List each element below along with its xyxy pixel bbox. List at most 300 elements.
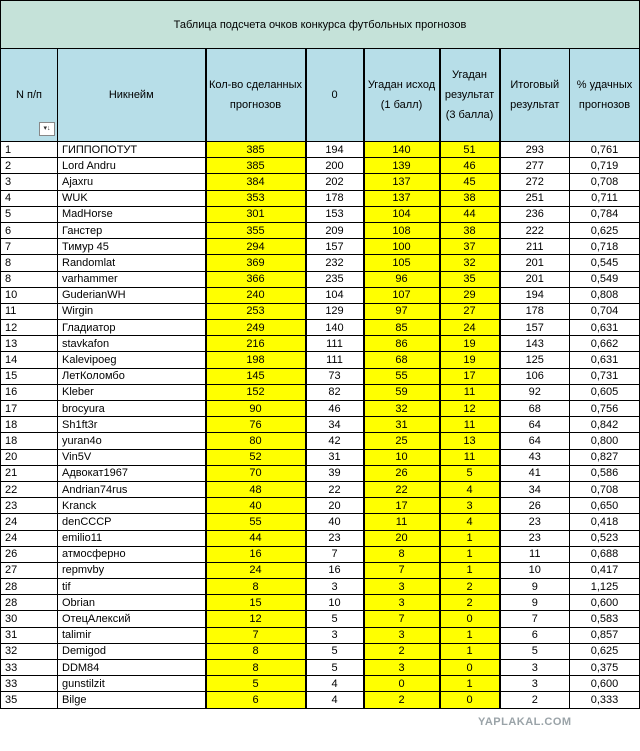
cell-result: 29 [440, 287, 500, 303]
cell-total: 125 [500, 352, 570, 368]
cell-outcome: 139 [364, 158, 440, 174]
cell-percent: 0,842 [570, 417, 640, 433]
cell-result: 44 [440, 206, 500, 222]
cell-zero: 140 [306, 320, 364, 336]
cell-nickname: ЛетКоломбо [58, 368, 206, 384]
cell-nickname: denCCCP [58, 514, 206, 530]
cell-predictions: 8 [206, 643, 306, 659]
cell-num: 3 [1, 174, 58, 190]
cell-result: 0 [440, 692, 500, 708]
cell-result: 38 [440, 190, 500, 206]
table-row [1, 562, 640, 578]
cell-num: 28 [1, 579, 58, 595]
cell-nickname: MadHorse [58, 206, 206, 222]
cell-total: 5 [500, 643, 570, 659]
table-row [1, 206, 640, 222]
cell-result: 1 [440, 546, 500, 562]
cell-nickname: Bilge [58, 692, 206, 708]
table-row [1, 611, 640, 627]
cell-percent: 0,600 [570, 595, 640, 611]
cell-percent: 0,549 [570, 271, 640, 287]
cell-predictions: 366 [206, 271, 306, 287]
cell-zero: 7 [306, 546, 364, 562]
cell-num: 5 [1, 206, 58, 222]
cell-num: 14 [1, 352, 58, 368]
cell-outcome: 137 [364, 190, 440, 206]
cell-percent: 0,756 [570, 401, 640, 417]
cell-outcome: 31 [364, 417, 440, 433]
cell-predictions: 6 [206, 692, 306, 708]
cell-total: 43 [500, 449, 570, 465]
cell-total: 34 [500, 481, 570, 497]
cell-outcome: 85 [364, 320, 440, 336]
cell-num: 10 [1, 287, 58, 303]
cell-predictions: 52 [206, 449, 306, 465]
header-percent: % удачных прогнозов [570, 49, 640, 142]
cell-num: 20 [1, 449, 58, 465]
table-row [1, 676, 640, 692]
cell-percent: 0,708 [570, 174, 640, 190]
cell-num: 26 [1, 546, 58, 562]
cell-percent: 0,761 [570, 142, 640, 158]
table-row [1, 465, 640, 481]
cell-result: 1 [440, 627, 500, 643]
cell-percent: 0,605 [570, 384, 640, 400]
cell-total: 272 [500, 174, 570, 190]
table-row [1, 498, 640, 514]
cell-predictions: 384 [206, 174, 306, 190]
cell-total: 143 [500, 336, 570, 352]
cell-zero: 5 [306, 611, 364, 627]
table-row [1, 579, 640, 595]
cell-predictions: 16 [206, 546, 306, 562]
cell-total: 26 [500, 498, 570, 514]
cell-outcome: 137 [364, 174, 440, 190]
cell-num: 33 [1, 660, 58, 676]
cell-result: 4 [440, 514, 500, 530]
table-row [1, 546, 640, 562]
cell-outcome: 20 [364, 530, 440, 546]
table-row [1, 627, 640, 643]
cell-result: 4 [440, 481, 500, 497]
header-row [1, 49, 640, 142]
cell-zero: 39 [306, 465, 364, 481]
cell-num: 1 [1, 142, 58, 158]
cell-outcome: 2 [364, 692, 440, 708]
cell-nickname: Ajaxru [58, 174, 206, 190]
cell-num: 2 [1, 158, 58, 174]
cell-nickname: talimir [58, 627, 206, 643]
cell-total: 157 [500, 320, 570, 336]
cell-nickname: ГИППОПОТУТ [58, 142, 206, 158]
cell-zero: 4 [306, 692, 364, 708]
cell-zero: 10 [306, 595, 364, 611]
cell-num: 6 [1, 222, 58, 238]
cell-result: 13 [440, 433, 500, 449]
cell-nickname: DDM84 [58, 660, 206, 676]
cell-predictions: 80 [206, 433, 306, 449]
cell-outcome: 32 [364, 401, 440, 417]
cell-predictions: 24 [206, 562, 306, 578]
cell-num: 7 [1, 239, 58, 255]
cell-predictions: 249 [206, 320, 306, 336]
cell-num: 21 [1, 465, 58, 481]
header-total: Итоговый результат [500, 49, 570, 142]
header-outcome: Угадан исход (1 балл) [364, 49, 440, 142]
cell-total: 178 [500, 303, 570, 319]
cell-nickname: Sh1ft3r [58, 417, 206, 433]
cell-num: 15 [1, 368, 58, 384]
cell-nickname: Ганстер [58, 222, 206, 238]
cell-result: 51 [440, 142, 500, 158]
cell-outcome: 3 [364, 595, 440, 611]
cell-nickname: Адвокат1967 [58, 465, 206, 481]
cell-total: 236 [500, 206, 570, 222]
cell-zero: 202 [306, 174, 364, 190]
cell-predictions: 301 [206, 206, 306, 222]
cell-outcome: 68 [364, 352, 440, 368]
cell-outcome: 3 [364, 627, 440, 643]
cell-nickname: stavkafon [58, 336, 206, 352]
cell-nickname: Kalevipoeg [58, 352, 206, 368]
cell-num: 30 [1, 611, 58, 627]
cell-percent: 0,631 [570, 352, 640, 368]
cell-percent: 0,586 [570, 465, 640, 481]
table-row [1, 514, 640, 530]
cell-outcome: 105 [364, 255, 440, 271]
cell-outcome: 26 [364, 465, 440, 481]
table-row [1, 190, 640, 206]
cell-result: 5 [440, 465, 500, 481]
cell-predictions: 253 [206, 303, 306, 319]
cell-result: 12 [440, 401, 500, 417]
cell-total: 64 [500, 417, 570, 433]
cell-predictions: 7 [206, 627, 306, 643]
cell-num: 22 [1, 481, 58, 497]
cell-result: 2 [440, 579, 500, 595]
cell-nickname: tif [58, 579, 206, 595]
cell-predictions: 198 [206, 352, 306, 368]
cell-zero: 235 [306, 271, 364, 287]
cell-nickname: ОтецАлексий [58, 611, 206, 627]
cell-outcome: 55 [364, 368, 440, 384]
cell-zero: 194 [306, 142, 364, 158]
table-row [1, 449, 640, 465]
cell-percent: 0,418 [570, 514, 640, 530]
cell-result: 19 [440, 352, 500, 368]
cell-result: 11 [440, 449, 500, 465]
cell-total: 106 [500, 368, 570, 384]
cell-num: 24 [1, 514, 58, 530]
table-row [1, 336, 640, 352]
cell-predictions: 44 [206, 530, 306, 546]
cell-nickname: Kranck [58, 498, 206, 514]
cell-outcome: 22 [364, 481, 440, 497]
cell-nickname: yuran4o [58, 433, 206, 449]
cell-zero: 5 [306, 643, 364, 659]
cell-outcome: 2 [364, 643, 440, 659]
cell-percent: 0,708 [570, 481, 640, 497]
cell-zero: 3 [306, 579, 364, 595]
cell-percent: 0,857 [570, 627, 640, 643]
header-zero: 0 [306, 49, 364, 142]
cell-percent: 0,625 [570, 643, 640, 659]
cell-zero: 104 [306, 287, 364, 303]
cell-zero: 73 [306, 368, 364, 384]
cell-total: 9 [500, 579, 570, 595]
cell-percent: 0,827 [570, 449, 640, 465]
cell-outcome: 107 [364, 287, 440, 303]
cell-percent: 0,718 [570, 239, 640, 255]
table-row [1, 433, 640, 449]
table-row [1, 417, 640, 433]
cell-total: 2 [500, 692, 570, 708]
table-row [1, 320, 640, 336]
cell-num: 35 [1, 692, 58, 708]
cell-total: 222 [500, 222, 570, 238]
cell-zero: 129 [306, 303, 364, 319]
cell-result: 46 [440, 158, 500, 174]
cell-nickname: Obrian [58, 595, 206, 611]
cell-zero: 111 [306, 352, 364, 368]
table-row [1, 303, 640, 319]
cell-result: 27 [440, 303, 500, 319]
cell-zero: 153 [306, 206, 364, 222]
cell-result: 1 [440, 676, 500, 692]
cell-outcome: 86 [364, 336, 440, 352]
header-predictions: Кол-во сделанных прогнозов [206, 49, 306, 142]
cell-total: 3 [500, 676, 570, 692]
cell-result: 11 [440, 384, 500, 400]
cell-result: 37 [440, 239, 500, 255]
cell-result: 45 [440, 174, 500, 190]
cell-nickname: Lord Andru [58, 158, 206, 174]
cell-nickname: атмосферно [58, 546, 206, 562]
cell-outcome: 7 [364, 611, 440, 627]
cell-num: 24 [1, 530, 58, 546]
cell-outcome: 100 [364, 239, 440, 255]
cell-outcome: 97 [364, 303, 440, 319]
cell-num: 18 [1, 417, 58, 433]
cell-total: 293 [500, 142, 570, 158]
cell-total: 201 [500, 255, 570, 271]
cell-total: 6 [500, 627, 570, 643]
cell-outcome: 17 [364, 498, 440, 514]
cell-total: 68 [500, 401, 570, 417]
cell-num: 32 [1, 643, 58, 659]
cell-total: 277 [500, 158, 570, 174]
cell-result: 3 [440, 498, 500, 514]
table-row [1, 222, 640, 238]
cell-outcome: 96 [364, 271, 440, 287]
cell-nickname: WUK [58, 190, 206, 206]
cell-nickname: varhammer [58, 271, 206, 287]
cell-outcome: 10 [364, 449, 440, 465]
table-row [1, 142, 640, 158]
cell-outcome: 140 [364, 142, 440, 158]
cell-num: 33 [1, 676, 58, 692]
cell-nickname: Wirgin [58, 303, 206, 319]
cell-num: 13 [1, 336, 58, 352]
cell-num: 16 [1, 384, 58, 400]
cell-outcome: 25 [364, 433, 440, 449]
cell-zero: 111 [306, 336, 364, 352]
cell-nickname: brocyura [58, 401, 206, 417]
cell-percent: 0,784 [570, 206, 640, 222]
cell-total: 92 [500, 384, 570, 400]
cell-percent: 0,731 [570, 368, 640, 384]
cell-zero: 42 [306, 433, 364, 449]
cell-predictions: 8 [206, 579, 306, 595]
table-row [1, 255, 640, 271]
cell-predictions: 385 [206, 142, 306, 158]
cell-zero: 82 [306, 384, 364, 400]
cell-total: 10 [500, 562, 570, 578]
cell-total: 194 [500, 287, 570, 303]
cell-nickname: Гладиатор [58, 320, 206, 336]
cell-outcome: 3 [364, 660, 440, 676]
watermark-logo: YAPLAKAL.COM [478, 716, 572, 728]
cell-percent: 0,711 [570, 190, 640, 206]
filter-dropdown-icon[interactable]: ▾↓ [39, 122, 55, 136]
cell-num: 17 [1, 401, 58, 417]
cell-num: 8 [1, 255, 58, 271]
cell-outcome: 0 [364, 676, 440, 692]
cell-total: 9 [500, 595, 570, 611]
cell-nickname: Randomlat [58, 255, 206, 271]
cell-num: 31 [1, 627, 58, 643]
cell-nickname: repmvby [58, 562, 206, 578]
cell-predictions: 152 [206, 384, 306, 400]
cell-predictions: 48 [206, 481, 306, 497]
table-row [1, 239, 640, 255]
cell-outcome: 11 [364, 514, 440, 530]
cell-zero: 157 [306, 239, 364, 255]
cell-predictions: 55 [206, 514, 306, 530]
table-row [1, 384, 640, 400]
cell-nickname: Demigod [58, 643, 206, 659]
cell-result: 11 [440, 417, 500, 433]
table-row [1, 692, 640, 708]
cell-result: 24 [440, 320, 500, 336]
cell-percent: 0,625 [570, 222, 640, 238]
cell-outcome: 108 [364, 222, 440, 238]
cell-total: 23 [500, 514, 570, 530]
cell-zero: 46 [306, 401, 364, 417]
cell-outcome: 3 [364, 579, 440, 595]
cell-percent: 0,600 [570, 676, 640, 692]
cell-percent: 0,688 [570, 546, 640, 562]
cell-nickname: Vin5V [58, 449, 206, 465]
cell-predictions: 15 [206, 595, 306, 611]
cell-zero: 3 [306, 627, 364, 643]
cell-outcome: 59 [364, 384, 440, 400]
cell-num: 23 [1, 498, 58, 514]
cell-outcome: 8 [364, 546, 440, 562]
cell-outcome: 104 [364, 206, 440, 222]
table-row [1, 287, 640, 303]
cell-total: 251 [500, 190, 570, 206]
table-row [1, 352, 640, 368]
cell-percent: 0,523 [570, 530, 640, 546]
cell-zero: 40 [306, 514, 364, 530]
cell-predictions: 369 [206, 255, 306, 271]
cell-percent: 1,125 [570, 579, 640, 595]
table-row [1, 643, 640, 659]
cell-percent: 0,808 [570, 287, 640, 303]
cell-percent: 0,333 [570, 692, 640, 708]
cell-num: 11 [1, 303, 58, 319]
table-row [1, 530, 640, 546]
cell-predictions: 294 [206, 239, 306, 255]
cell-predictions: 40 [206, 498, 306, 514]
cell-zero: 5 [306, 660, 364, 676]
cell-num: 27 [1, 562, 58, 578]
cell-predictions: 76 [206, 417, 306, 433]
cell-result: 32 [440, 255, 500, 271]
cell-total: 23 [500, 530, 570, 546]
cell-num: 8 [1, 271, 58, 287]
cell-percent: 0,545 [570, 255, 640, 271]
cell-zero: 23 [306, 530, 364, 546]
cell-result: 38 [440, 222, 500, 238]
table-row [1, 401, 640, 417]
table-row [1, 271, 640, 287]
cell-zero: 34 [306, 417, 364, 433]
cell-outcome: 7 [364, 562, 440, 578]
cell-nickname: Andrian74rus [58, 481, 206, 497]
table-title: Таблица подсчета очков конкурса футбольных прогнозов [1, 1, 640, 49]
cell-percent: 0,704 [570, 303, 640, 319]
cell-percent: 0,719 [570, 158, 640, 174]
cell-total: 201 [500, 271, 570, 287]
cell-zero: 178 [306, 190, 364, 206]
cell-percent: 0,583 [570, 611, 640, 627]
cell-result: 35 [440, 271, 500, 287]
cell-predictions: 12 [206, 611, 306, 627]
cell-nickname: gunstilzit [58, 676, 206, 692]
cell-result: 0 [440, 611, 500, 627]
cell-total: 3 [500, 660, 570, 676]
cell-zero: 22 [306, 481, 364, 497]
cell-predictions: 90 [206, 401, 306, 417]
cell-total: 41 [500, 465, 570, 481]
cell-percent: 0,800 [570, 433, 640, 449]
cell-result: 17 [440, 368, 500, 384]
cell-zero: 20 [306, 498, 364, 514]
cell-total: 7 [500, 611, 570, 627]
header-result: Угадан результат (3 балла) [440, 49, 500, 142]
cell-num: 4 [1, 190, 58, 206]
cell-nickname: emilio11 [58, 530, 206, 546]
cell-result: 19 [440, 336, 500, 352]
cell-nickname: Тимур 45 [58, 239, 206, 255]
cell-zero: 31 [306, 449, 364, 465]
cell-percent: 0,375 [570, 660, 640, 676]
cell-zero: 200 [306, 158, 364, 174]
cell-predictions: 216 [206, 336, 306, 352]
cell-num: 28 [1, 595, 58, 611]
cell-num: 18 [1, 433, 58, 449]
cell-predictions: 70 [206, 465, 306, 481]
cell-predictions: 385 [206, 158, 306, 174]
cell-result: 1 [440, 562, 500, 578]
cell-num: 12 [1, 320, 58, 336]
cell-result: 1 [440, 530, 500, 546]
table-row [1, 595, 640, 611]
cell-nickname: Kleber [58, 384, 206, 400]
cell-nickname: GuderianWH [58, 287, 206, 303]
